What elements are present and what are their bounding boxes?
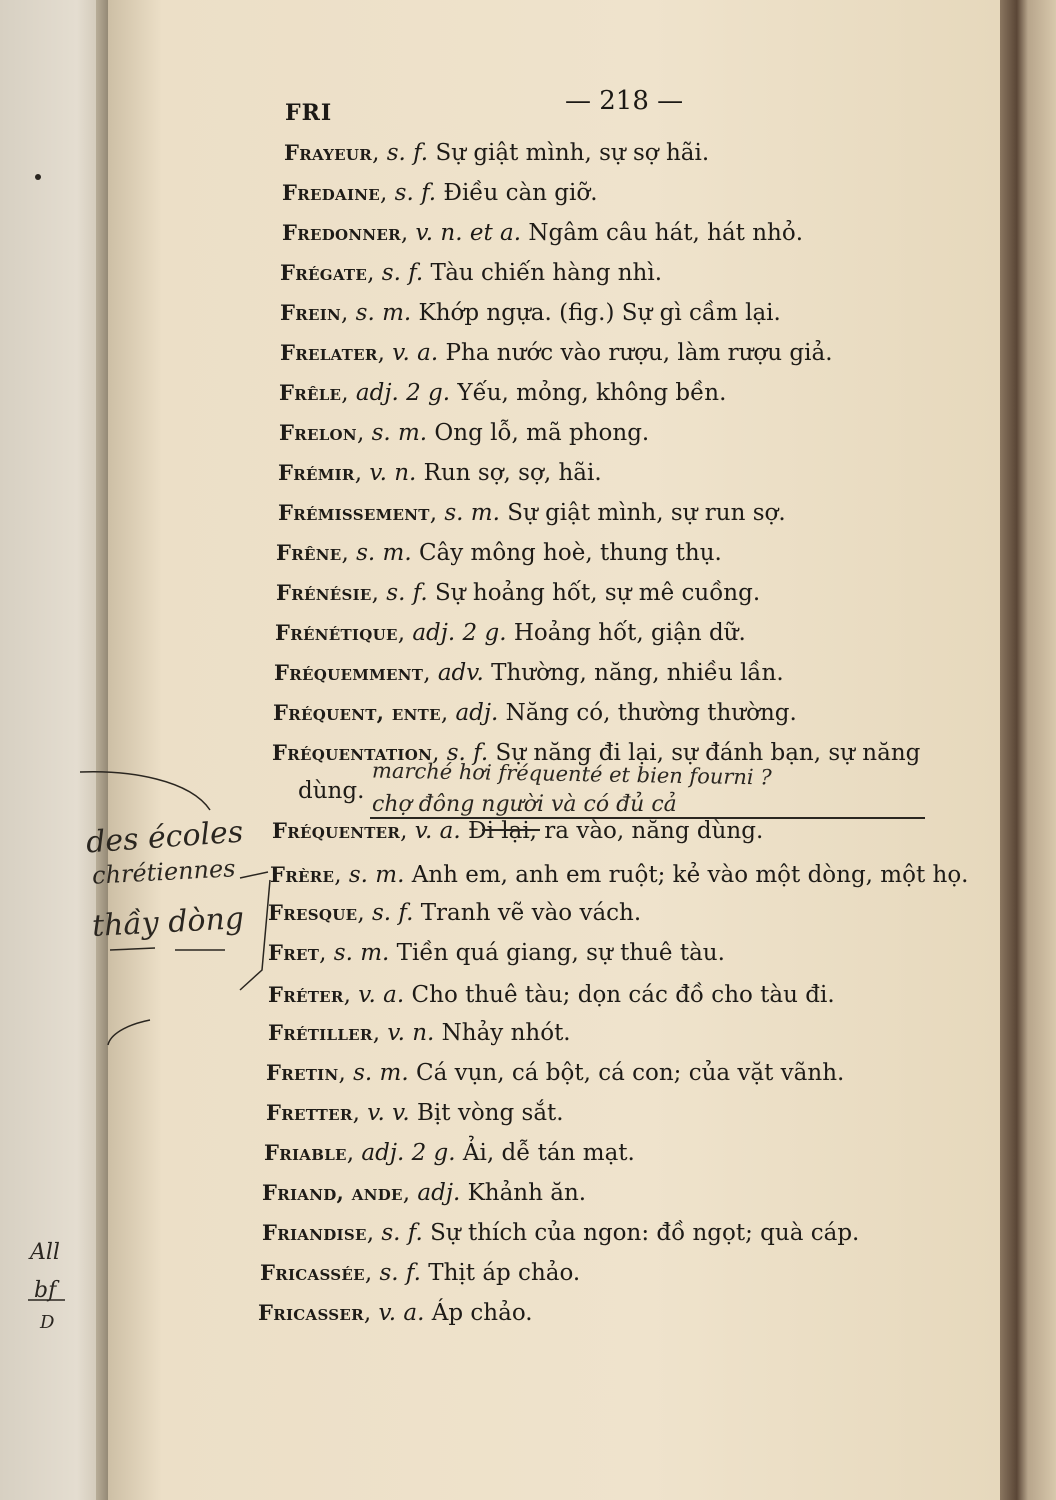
headword: Fricasser <box>258 1300 364 1325</box>
dictionary-entry: Frêne, s. m. Cây mông hoè, thung thụ. <box>276 540 722 566</box>
headword: Frêne <box>276 540 342 565</box>
dictionary-entry: Frégate, s. f. Tàu chiến hàng nhì. <box>280 260 663 286</box>
grammar-label: v. v. <box>367 1100 410 1126</box>
headword: Frein <box>280 300 342 325</box>
dictionary-entry: Fredonner, v. n. et a. Ngâm câu hát, hát nhỏ. <box>282 220 804 246</box>
running-head: FRI <box>285 100 333 126</box>
grammar-label: s. m. <box>348 862 405 888</box>
definition: Sự giật mình, sự sợ hãi. <box>435 140 710 166</box>
arrow-mark <box>240 872 268 878</box>
dictionary-entry: Frénésie, s. f. Sự hoảng hốt, sự mê cuồng. <box>276 580 761 606</box>
grammar-label: s. m. <box>355 300 412 326</box>
dictionary-entry: Friable, adj. 2 g. Ải, dễ tán mạt. <box>264 1140 635 1166</box>
margin-note-4: All <box>30 1240 60 1265</box>
dictionary-entry: Fredaine, s. f. Điều càn giỡ. <box>282 180 598 206</box>
definition: Năng có, thường thường. <box>505 700 797 726</box>
dictionary-entry: Frelon, s. m. Ong lỗ, mã phong. <box>279 420 650 446</box>
dictionary-entry: Fretter, v. v. Bịt vòng sắt. <box>266 1100 564 1126</box>
dash-mark <box>110 948 225 950</box>
dictionary-entry: Fret, s. m. Tiền quá giang, sự thuê tàu. <box>268 940 725 966</box>
definition: Anh em, anh em ruột; kẻ vào một dòng, một họ. <box>411 862 969 888</box>
headword: Fredonner <box>282 220 401 245</box>
dictionary-entry: Frémissement, s. m. Sự giật mình, sự run sợ. <box>278 500 786 526</box>
headword: Fréquemment <box>274 660 424 685</box>
page-number: — 218 — <box>565 86 684 116</box>
dictionary-entry: Frayeur, s. f. Sự giật mình, sự sợ hãi. <box>284 140 710 166</box>
headword: Friand, ande <box>262 1180 403 1205</box>
definition: Cá vụn, cá bột, cá con; của vặt vãnh. <box>415 1060 845 1086</box>
headword: Frelon <box>279 420 357 445</box>
definition: Cây mông hoè, thung thụ. <box>418 540 722 566</box>
margin-note-5: bf <box>34 1278 57 1303</box>
grammar-label: v. a. <box>358 982 405 1008</box>
definition: Thường, năng, nhiều lần. <box>491 660 784 686</box>
dictionary-entry: Fréquenter, v. a. Đi lại, ra vào, năng dùng. <box>272 818 764 844</box>
definition: Bịt vòng sắt. <box>417 1100 564 1126</box>
grammar-label: s. m. <box>371 420 428 446</box>
definition: Khảnh ăn. <box>467 1180 587 1206</box>
margin-note-2: chrétiennes <box>91 854 237 890</box>
definition: Áp chảo. <box>431 1300 533 1326</box>
dictionary-entry: Friand, ande, adj. Khảnh ăn. <box>262 1180 587 1206</box>
definition: Đi lại, ra vào, năng dùng. <box>468 818 764 844</box>
grammar-label: v. n. et a. <box>415 220 522 246</box>
dictionary-entry: Fretin, s. m. Cá vụn, cá bột, cá con; của vặt vãnh. <box>266 1060 845 1086</box>
handwritten-note-vietnamese: chợ đông người và có đủ cả <box>372 792 677 817</box>
handwritten-note-french: marché hơi fréquenté et bien fourni ? <box>371 758 772 790</box>
headword: Frelater <box>280 340 378 365</box>
ink-dot <box>35 174 41 180</box>
dictionary-entry: Frétiller, v. n. Nhảy nhót. <box>268 1020 571 1046</box>
grammar-label: adj. <box>455 700 499 726</box>
dictionary-entry: Frein, s. m. Khớp ngựa. (fig.) Sự gì cầm lại. <box>280 300 781 326</box>
headword: Fretter <box>266 1100 353 1125</box>
definition: Yếu, mỏng, không bền. <box>457 380 727 406</box>
grammar-label: v. a. <box>392 340 439 366</box>
dictionary-entry: Frémir, v. n. Run sợ, sợ, hãi. <box>278 460 602 486</box>
grammar-label: s. m. <box>444 500 500 526</box>
headword: Fret <box>268 940 320 965</box>
bracket-mark <box>80 772 210 810</box>
headword: Frêle <box>279 380 342 405</box>
definition: Ngâm câu hát, hát nhỏ. <box>528 220 804 246</box>
grammar-label: v. a. <box>414 818 461 844</box>
bracket-mark <box>240 880 270 990</box>
definition: Pha nước vào rượu, làm rượu giả. <box>445 340 833 366</box>
definition: Điều càn giỡ. <box>443 180 598 206</box>
definition: Ong lỗ, mã phong. <box>434 420 650 446</box>
dictionary-entry: Fréter, v. a. Cho thuê tàu; dọn các đồ cho tàu đi. <box>268 982 835 1008</box>
definition: dùng. <box>298 778 365 804</box>
grammar-label: adv. <box>437 660 484 686</box>
headword: Frémir <box>278 460 355 485</box>
headword: Fredaine <box>282 180 381 205</box>
headword: Frétiller <box>268 1020 373 1045</box>
dictionary-entry: Frère, s. m. Anh em, anh em ruột; kẻ vào một dòng, một họ. <box>270 862 969 888</box>
grammar-label: s. m. <box>353 1060 409 1086</box>
grammar-label: adj. 2 g. <box>355 380 451 406</box>
grammar-label: s. f. <box>381 260 424 286</box>
headword: Frénésie <box>276 580 372 605</box>
headword: Fréquentation <box>272 740 433 765</box>
headword: Frénétique <box>275 620 398 645</box>
grammar-label: adj. 2 g. <box>412 620 507 646</box>
headword: Friable <box>264 1140 347 1165</box>
definition: Run sợ, sợ, hãi. <box>423 460 602 486</box>
headword: Fréquent, ente <box>273 700 441 725</box>
grammar-label: s. f. <box>371 900 414 926</box>
margin-note-6: D <box>40 1312 55 1333</box>
definition: Sự hoảng hốt, sự mê cuồng. <box>435 580 761 606</box>
headword: Friandise <box>262 1220 367 1245</box>
definition: Cho thuê tàu; dọn các đồ cho tàu đi. <box>411 982 835 1008</box>
grammar-label: v. n. <box>387 1020 435 1046</box>
dictionary-entry: Frelater, v. a. Pha nước vào rượu, làm rượu giả. <box>280 340 833 366</box>
definition: Sự thích của ngon: đồ ngọt; quà cáp. <box>430 1220 860 1246</box>
definition: Tiền quá giang, sự thuê tàu. <box>396 940 725 966</box>
dictionary-entry: Fréquentation, s. f. Sự năng đi lại, sự đánh bạn, sự năng <box>272 740 921 766</box>
dictionary-entry: Fricassée, s. f. Thịt áp chảo. <box>260 1260 581 1286</box>
definition: Sự năng đi lại, sự đánh bạn, sự năng <box>495 740 921 766</box>
grammar-label: adj. 2 g. <box>361 1140 456 1166</box>
hook-mark <box>108 1020 150 1045</box>
definition: Tranh vẽ vào vách. <box>420 900 642 926</box>
grammar-label: s. f. <box>381 1220 423 1246</box>
grammar-label: s. f. <box>394 180 437 206</box>
headword: Fretin <box>266 1060 339 1085</box>
dictionary-entry: Fréquemment, adv. Thường, năng, nhiều lần. <box>274 660 784 686</box>
definition: Ải, dễ tán mạt. <box>462 1140 635 1166</box>
definition: Sự giật mình, sự run sợ. <box>507 500 786 526</box>
definition: Tàu chiến hàng nhì. <box>430 260 663 286</box>
headword: Fréquenter <box>272 818 401 843</box>
dictionary-entry: Frêle, adj. 2 g. Yếu, mỏng, không bền. <box>279 380 727 406</box>
headword: Fresque <box>268 900 358 925</box>
grammar-label: s. f. <box>386 580 428 606</box>
definition: Nhảy nhót. <box>441 1020 571 1046</box>
dictionary-entry: Frénétique, adj. 2 g. Hoảng hốt, giận dữ. <box>275 620 746 646</box>
dictionary-entry: Fricasser, v. a. Áp chảo. <box>258 1300 533 1326</box>
grammar-label: s. m. <box>356 540 412 566</box>
grammar-label: s. m. <box>333 940 390 966</box>
grammar-label: v. a. <box>378 1300 425 1326</box>
headword: Frère <box>270 862 335 887</box>
headword: Frégate <box>280 260 368 285</box>
margin-note-3: thầy dòng <box>91 901 245 944</box>
grammar-label: s. f. <box>379 1260 421 1286</box>
definition: Thịt áp chảo. <box>428 1260 581 1286</box>
headword: Fricassée <box>260 1260 365 1285</box>
headword: Frémissement <box>278 500 430 525</box>
definition: Hoảng hốt, giận dữ. <box>513 620 746 646</box>
grammar-label: v. n. <box>369 460 417 486</box>
headword: Frayeur <box>284 140 373 165</box>
definition: Khớp ngựa. (fig.) Sự gì cầm lại. <box>418 300 781 326</box>
headword: Fréter <box>268 982 344 1007</box>
grammar-label: s. f. <box>386 140 429 166</box>
dictionary-entry: Friandise, s. f. Sự thích của ngon: đồ ngọt; quà cáp. <box>262 1220 860 1246</box>
dictionary-entry: Fresque, s. f. Tranh vẽ vào vách. <box>268 900 642 926</box>
grammar-label: s. f. <box>446 740 489 766</box>
dictionary-entry: Fréquent, ente, adj. Năng có, thường thường. <box>273 700 797 726</box>
margin-note-1: des écoles <box>84 814 245 861</box>
grammar-label: adj. <box>417 1180 461 1206</box>
